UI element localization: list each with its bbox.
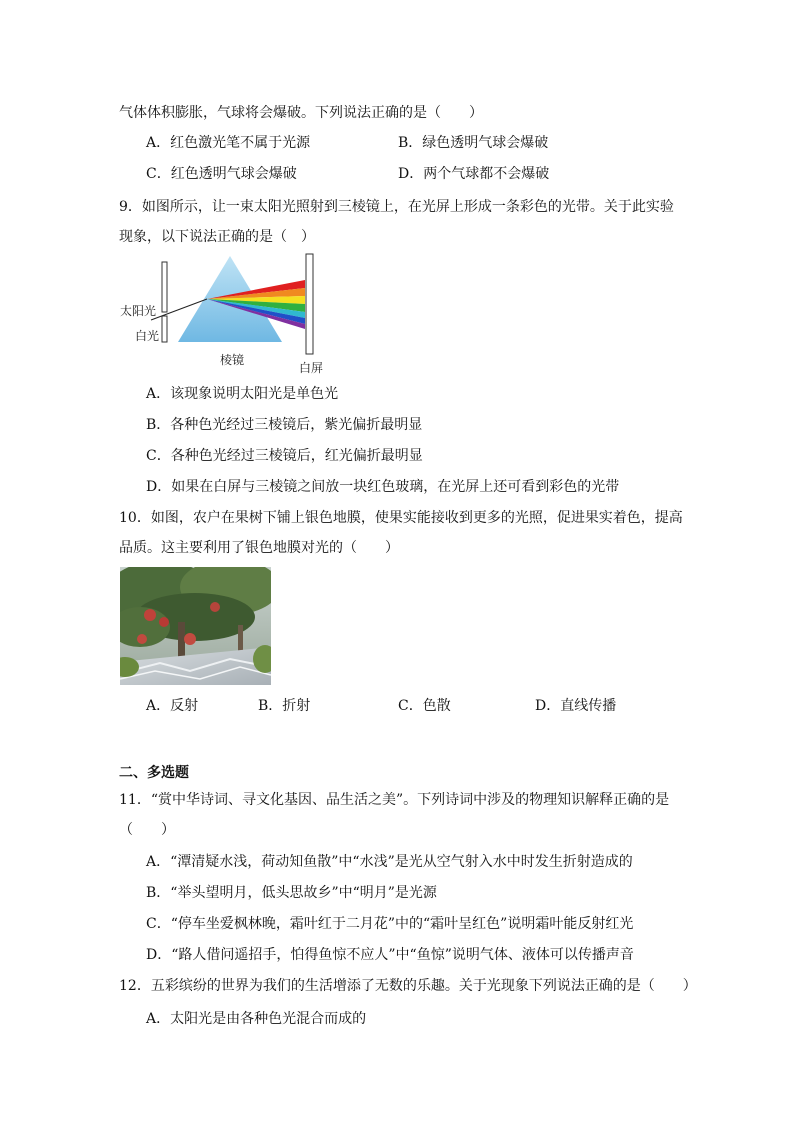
label-prism: 棱镜 <box>220 353 245 367</box>
q11-option-d: D．“路人借问遥招手，怕得鱼惊不应人”中“鱼惊”说明气体、液体可以传播声音 <box>146 947 634 963</box>
slit-plate-top <box>162 262 167 312</box>
q10-option-a: A．反射 <box>146 698 199 714</box>
label-screen: 白屏 <box>299 361 324 375</box>
q11-stem-line1: 11．“赏中华诗词、寻文化基因、品生活之美”。下列诗词中涉及的物理知识解释正确的是 <box>119 792 670 808</box>
q9-option-d: D．如果在白屏与三棱镜之间放一块红色玻璃，在光屏上还可看到彩色的光带 <box>146 479 620 495</box>
q10-stem-line1: 10．如图，农户在果树下铺上银色地膜，使果实能接收到更多的光照，促进果实着色，提高 <box>119 510 683 526</box>
q9-option-c: C．各种色光经过三棱镜后，红光偏折最明显 <box>146 448 423 464</box>
q8-option-a: A．红色激光笔不属于光源 <box>146 135 311 151</box>
q8-stem-tail: 气体体积膨胀，气球将会爆破。下列说法正确的是（ ） <box>119 105 483 121</box>
q12-option-a: A．太阳光是由各种色光混合而成的 <box>146 1011 367 1027</box>
orchard-photo <box>120 567 271 685</box>
q10-stem-line2: 品质。这主要利用了银色地膜对光的（ ） <box>119 540 399 556</box>
slit-plate-bottom <box>162 316 167 342</box>
prism-dispersion-figure <box>115 250 325 380</box>
q10-option-d: D．直线传播 <box>535 698 617 714</box>
q8-option-d: D．两个气球都不会爆破 <box>398 166 550 182</box>
q10-option-c: C．色散 <box>398 698 451 714</box>
q8-option-c: C．红色透明气球会爆破 <box>146 166 297 182</box>
q10-option-b: B．折射 <box>258 698 311 714</box>
q8-option-b: B．绿色透明气球会爆破 <box>398 135 549 151</box>
q9-stem-line1: 9．如图所示，让一束太阳光照射到三棱镜上，在光屏上形成一条彩色的光带。关于此实验 <box>119 199 674 215</box>
q11-option-b: B．“举头望明月，低头思故乡”中“明月”是光源 <box>146 885 437 901</box>
q11-option-c: C．“停车坐爱枫林晚，霜叶红于二月花”中的“霜叶呈红色”说明霜叶能反射红光 <box>146 916 634 932</box>
label-whitelight: 白光 <box>135 329 160 343</box>
q9-option-a: A．该现象说明太阳光是单色光 <box>146 386 339 402</box>
section-heading-multiple-choice: 二、多选题 <box>119 765 189 781</box>
white-screen <box>306 254 313 354</box>
label-sunlight: 太阳光 <box>120 304 157 318</box>
q12-stem-line1: 12．五彩缤纷的世界为我们的生活增添了无数的乐趣。关于光现象下列说法正确的是（ ） <box>119 978 697 994</box>
q11-option-a: A．“潭清疑水浅，荷动知鱼散”中“水浅”是光从空气射入水中时发生折射造成的 <box>146 854 633 870</box>
q11-stem-line2: （ ） <box>119 822 175 838</box>
q9-option-b: B．各种色光经过三棱镜后，紫光偏折最明显 <box>146 417 423 433</box>
q9-stem-line2: 现象，以下说法正确的是（ ） <box>119 229 315 245</box>
